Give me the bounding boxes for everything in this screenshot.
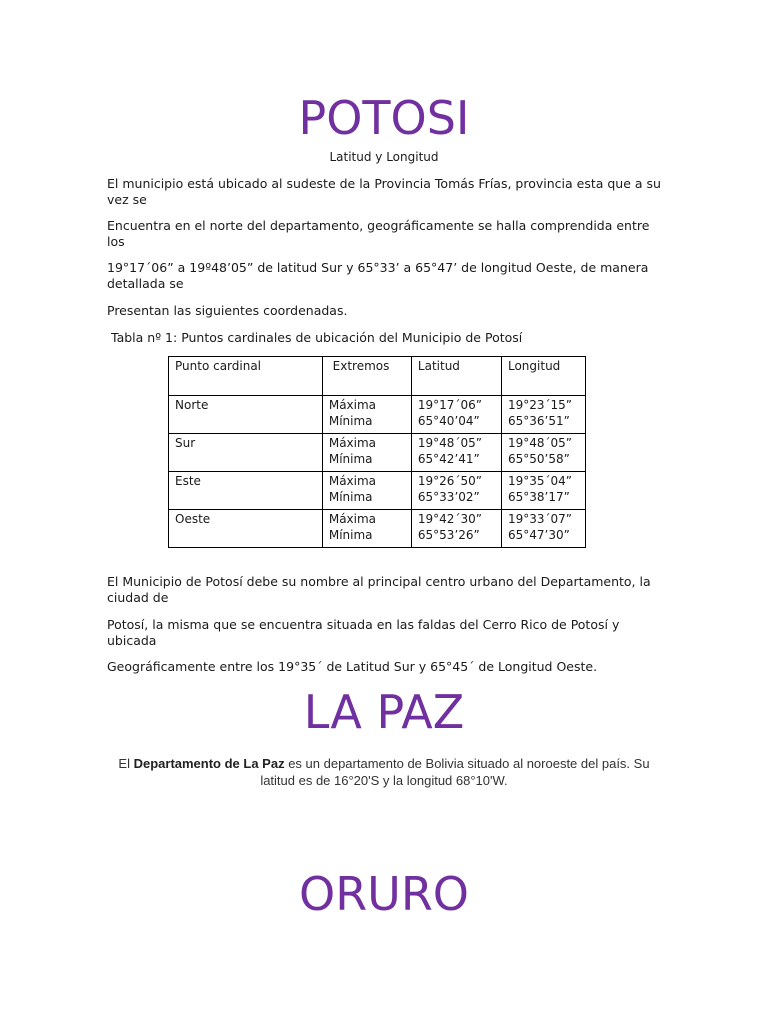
cell-latitud [411, 472, 501, 510]
cell-point: Sur [169, 434, 323, 472]
cell-max-label: Máxima [328, 512, 377, 526]
table-header-row [169, 357, 586, 396]
cell-latitud [411, 510, 501, 548]
lapaz-text-bold: Departamento de La Paz [133, 756, 285, 771]
cell-lon-value: 65°50’58” [507, 452, 570, 466]
cell-extremos [322, 510, 411, 548]
cell-min-label: Mínima [328, 528, 373, 542]
header-punto-cardinal: Punto cardinal [169, 357, 323, 396]
potosi-subtitle: Latitud y Longitud [329, 150, 439, 164]
cell-latitud [411, 434, 501, 472]
cell-longitud [501, 434, 585, 472]
lapaz-heading: LA PAZ [303, 685, 465, 739]
cell-max-label: Máxima [328, 398, 377, 412]
paragraph-3: 19°17´06” a 19º48’05” de latitud Sur y 65°33’ a 65°47’ de longitud Oeste, de manera detallada se [107, 260, 649, 291]
cell-longitud [501, 396, 585, 434]
potosi-heading: POTOSI [298, 91, 470, 145]
cell-lon-value: 65°36’51” [507, 414, 570, 428]
cell-extremos [322, 396, 411, 434]
cell-min-label: Mínima [328, 490, 373, 504]
cell-lat-value: 19°17´06” [417, 398, 482, 412]
cell-lat-value: 19°42´30” [417, 512, 482, 526]
cell-lat-value: 19°26´50” [417, 474, 482, 488]
lapaz-text-rest: es un departamento de Bolivia situado al noroeste del país. Su latitud es de 16°20'S y la longitud 68°10'W. [260, 756, 650, 788]
cell-max-label: Máxima [328, 436, 377, 450]
paragraph-1: El municipio está ubicado al sudeste de la Provincia Tomás Frías, provincia esta que a su vez se [107, 176, 661, 207]
cell-lon-value: 19°35´04” [507, 474, 573, 488]
cell-latitud [411, 396, 501, 434]
cell-lat-value: 65°42’41” [417, 452, 480, 466]
header-extremos: Extremos [322, 357, 411, 396]
cell-lon-value: 19°23´15” [507, 398, 573, 412]
cell-extremos [322, 472, 411, 510]
table-row [169, 396, 586, 434]
paragraph-6: Potosí, la misma que se encuentra situada en las faldas del Cerro Rico de Potosí y ubicada [107, 617, 620, 648]
cell-max-label: Máxima [328, 474, 377, 488]
lapaz-description [108, 755, 660, 789]
cell-lat-value: 65°33’02” [417, 490, 480, 504]
header-longitud: Longitud [501, 357, 585, 396]
table-row [169, 472, 586, 510]
coordinates-table [168, 356, 586, 548]
paragraph-4: Presentan las siguientes coordenadas. [107, 303, 348, 318]
cell-lon-value: 65°47’30” [507, 528, 570, 542]
cell-lat-value: 65°40’04” [417, 414, 480, 428]
cell-lat-value: 65°53’26” [417, 528, 480, 542]
paragraph-2: Encuentra en el norte del departamento, geográficamente se halla comprendida entre los [107, 218, 650, 249]
paragraph-5: El Municipio de Potosí debe su nombre al principal centro urbano del Departamento, la ciudad de [107, 574, 651, 605]
cell-longitud [501, 510, 585, 548]
cell-lon-value: 19°48´05” [507, 436, 573, 450]
table-caption: Tabla nº 1: Puntos cardinales de ubicación del Municipio de Potosí [111, 330, 523, 345]
cell-lat-value: 19°48´05” [417, 436, 482, 450]
cell-extremos [322, 434, 411, 472]
header-latitud: Latitud [411, 357, 501, 396]
table-row [169, 434, 586, 472]
cell-lon-value: 65°38’17” [507, 490, 570, 504]
lapaz-text-prefix: El [118, 756, 134, 771]
cell-point: Norte [169, 396, 323, 434]
cell-longitud [501, 472, 585, 510]
cell-min-label: Mínima [328, 452, 373, 466]
cell-min-label: Mínima [328, 414, 373, 428]
cell-point: Este [169, 472, 323, 510]
oruro-heading: ORURO [298, 867, 469, 921]
cell-point: Oeste [169, 510, 323, 548]
paragraph-7: Geográficamente entre los 19°35´ de Latitud Sur y 65°45´ de Longitud Oeste. [107, 659, 598, 674]
cell-lon-value: 19°33´07” [507, 512, 573, 526]
table-row [169, 510, 586, 548]
